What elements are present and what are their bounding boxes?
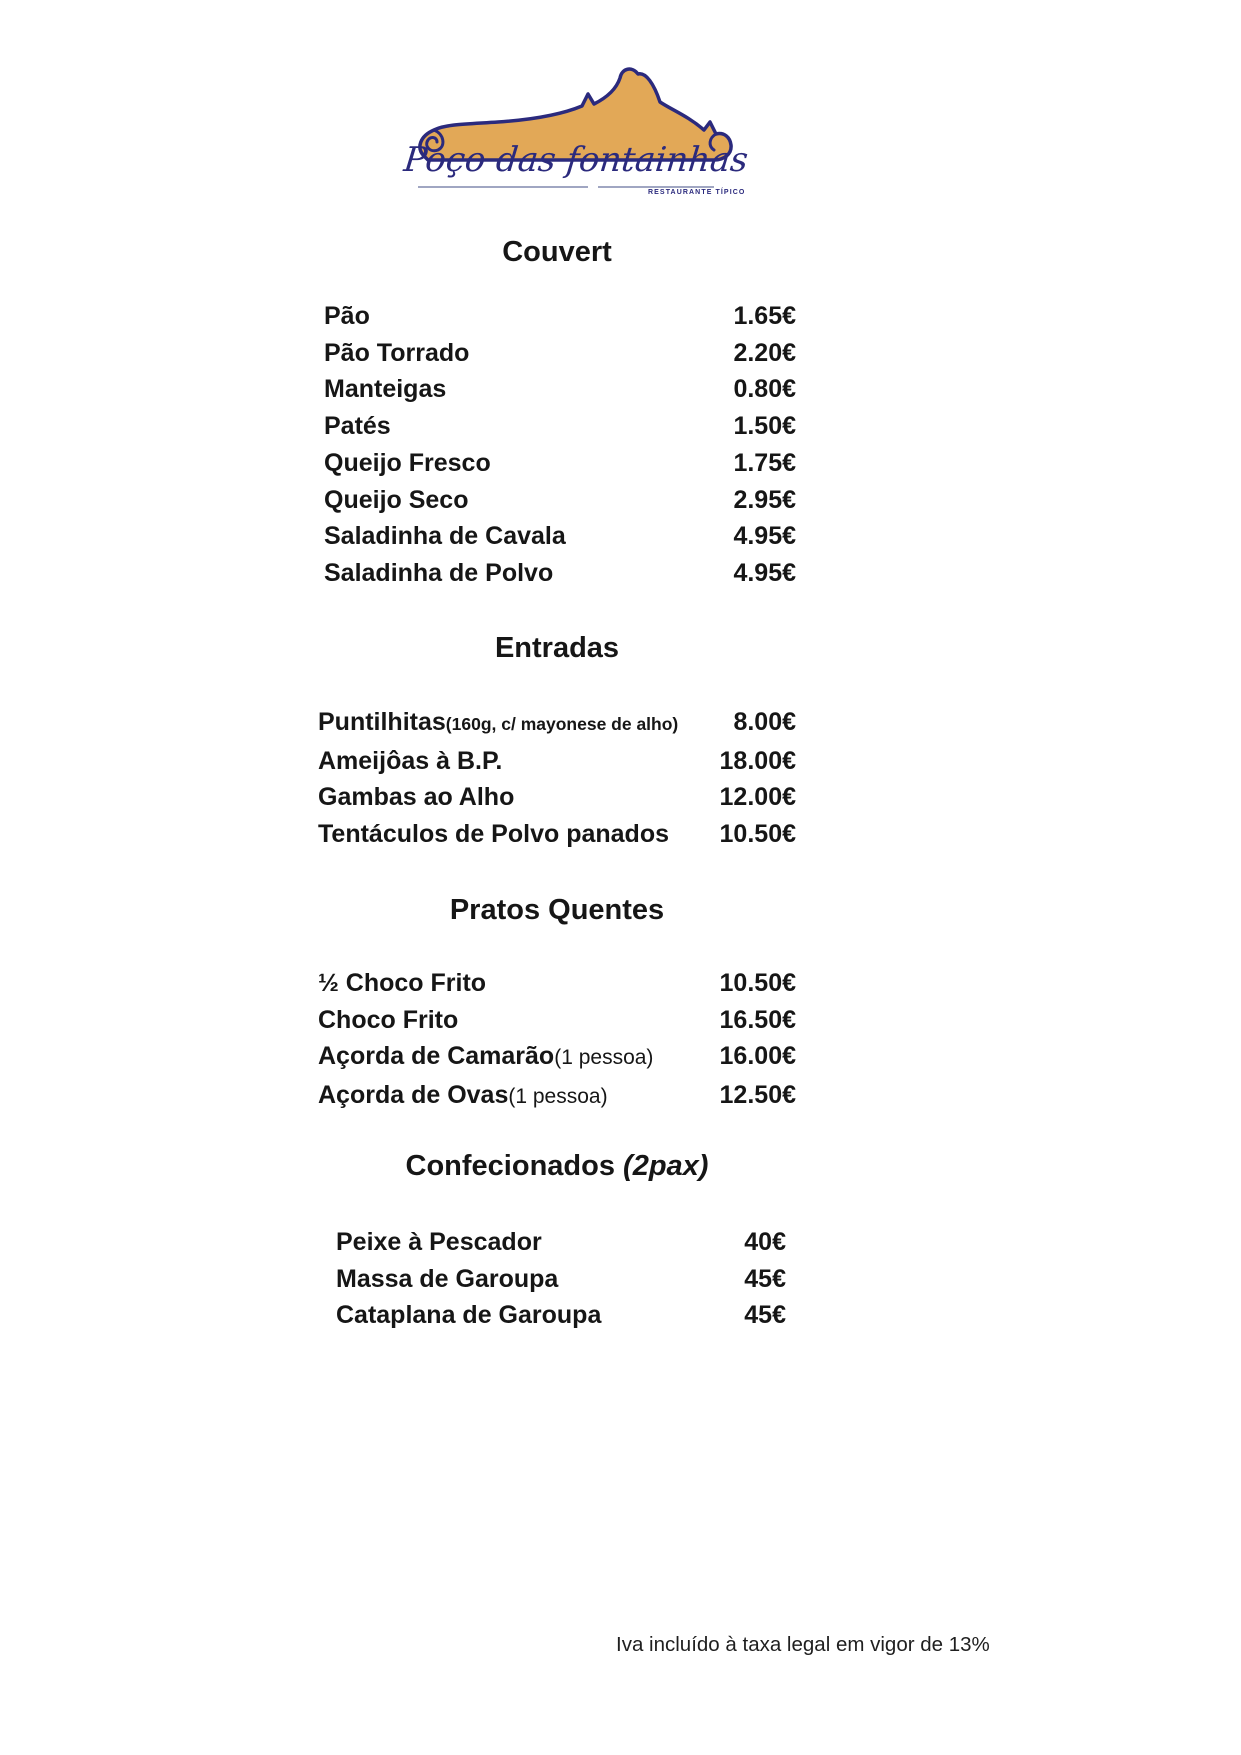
item-name: Manteigas xyxy=(324,375,447,404)
section-items xyxy=(318,1224,796,1334)
menu-item-row xyxy=(318,555,796,592)
item-name: Ameijôas à B.P. xyxy=(318,746,503,775)
menu-item-row xyxy=(318,482,796,519)
item-price: 16.50€ xyxy=(719,1005,796,1034)
menu-item-row xyxy=(318,408,796,445)
section-title xyxy=(318,1148,796,1184)
item-price: 10.50€ xyxy=(719,820,796,849)
item-name: Cataplana de Garoupa xyxy=(336,1301,602,1330)
menu-item-row xyxy=(318,335,796,372)
item-price: 1.75€ xyxy=(733,448,796,477)
item-price: 2.95€ xyxy=(733,485,796,514)
item-price: 4.95€ xyxy=(733,558,796,587)
item-price: 45€ xyxy=(744,1264,786,1293)
item-name: Puntilhitas(160g, c/ mayonese de alho) xyxy=(318,708,679,736)
menu-item-row xyxy=(318,1224,796,1261)
section-title xyxy=(318,234,796,270)
menu-section-couvert xyxy=(318,234,796,592)
logo-subtitle: RESTAURANTE TÍPICO xyxy=(648,189,746,196)
item-name: Queijo Seco xyxy=(324,485,469,514)
section-title xyxy=(318,892,796,928)
item-name: Peixe à Pescador xyxy=(336,1228,542,1256)
item-name: Choco Frito xyxy=(318,1005,459,1034)
item-price: 45€ xyxy=(744,1301,786,1330)
item-name: Saladinha de Cavala xyxy=(324,522,566,551)
menu-item-row xyxy=(318,1297,796,1334)
item-price: 12.50€ xyxy=(719,1081,796,1110)
menu-item-row xyxy=(318,1002,796,1039)
menu-item-row xyxy=(318,1261,796,1298)
menu-item-row xyxy=(318,518,796,555)
item-price: 0.80€ xyxy=(733,375,796,404)
menu-item-row xyxy=(318,816,796,853)
item-price: 18.00€ xyxy=(719,746,796,775)
item-name: Açorda de Ovas(1 pessoa) xyxy=(318,1081,608,1110)
item-price: 1.50€ xyxy=(733,412,796,441)
item-name: ½ Choco Frito xyxy=(318,969,487,997)
item-detail: (1 pessoa) xyxy=(554,1046,654,1070)
menu-item-row xyxy=(318,298,796,335)
section-items xyxy=(318,704,796,853)
menu-section-pratos-quentes xyxy=(318,892,796,1116)
item-name: Pão xyxy=(324,302,370,330)
section-title xyxy=(318,630,796,666)
menu-item-row xyxy=(318,1077,796,1116)
item-name: Pão Torrado xyxy=(324,338,470,367)
menu-item-row xyxy=(318,743,796,780)
section-title-text: Pratos Quentes xyxy=(449,894,665,926)
menu-section-entradas xyxy=(318,630,796,853)
item-name: Patés xyxy=(324,412,391,441)
menu-item-row xyxy=(318,1038,796,1077)
vat-footer-note: Iva incluído à taxa legal em vigor de 13% xyxy=(616,1633,990,1656)
item-name: Tentáculos de Polvo panados xyxy=(318,820,669,849)
item-detail: (1 pessoa) xyxy=(508,1085,608,1109)
item-detail: (160g, c/ mayonese de alho) xyxy=(445,714,679,734)
item-price: 2.20€ xyxy=(733,338,796,367)
item-price: 4.95€ xyxy=(733,522,796,551)
menu-item-row xyxy=(318,704,796,743)
item-price: 8.00€ xyxy=(733,708,796,736)
item-name: Massa de Garoupa xyxy=(336,1264,559,1293)
item-price: 16.00€ xyxy=(719,1042,796,1071)
item-price: 40€ xyxy=(744,1228,786,1256)
section-items xyxy=(318,965,796,1116)
logo-brand-name: Poço das fontainhas xyxy=(401,140,750,180)
menu-section-confecionados xyxy=(318,1148,796,1334)
section-title-text: Couvert xyxy=(502,236,612,268)
item-price: 12.00€ xyxy=(719,783,796,812)
item-name: Queijo Fresco xyxy=(324,448,491,477)
item-price: 10.50€ xyxy=(719,969,796,997)
item-name: Gambas ao Alho xyxy=(318,783,515,812)
menu-item-row xyxy=(318,965,796,1002)
section-items xyxy=(318,298,796,592)
menu-item-row xyxy=(318,779,796,816)
item-name: Açorda de Camarão(1 pessoa) xyxy=(318,1042,654,1071)
section-title-text: Entradas xyxy=(494,632,620,664)
section-title-suffix: (2pax) xyxy=(614,1150,709,1182)
item-name: Saladinha de Polvo xyxy=(324,558,554,587)
section-title-text: Confecionados xyxy=(405,1150,615,1182)
menu-item-row xyxy=(318,445,796,482)
item-price: 1.65€ xyxy=(733,302,796,330)
menu-item-row xyxy=(318,371,796,408)
